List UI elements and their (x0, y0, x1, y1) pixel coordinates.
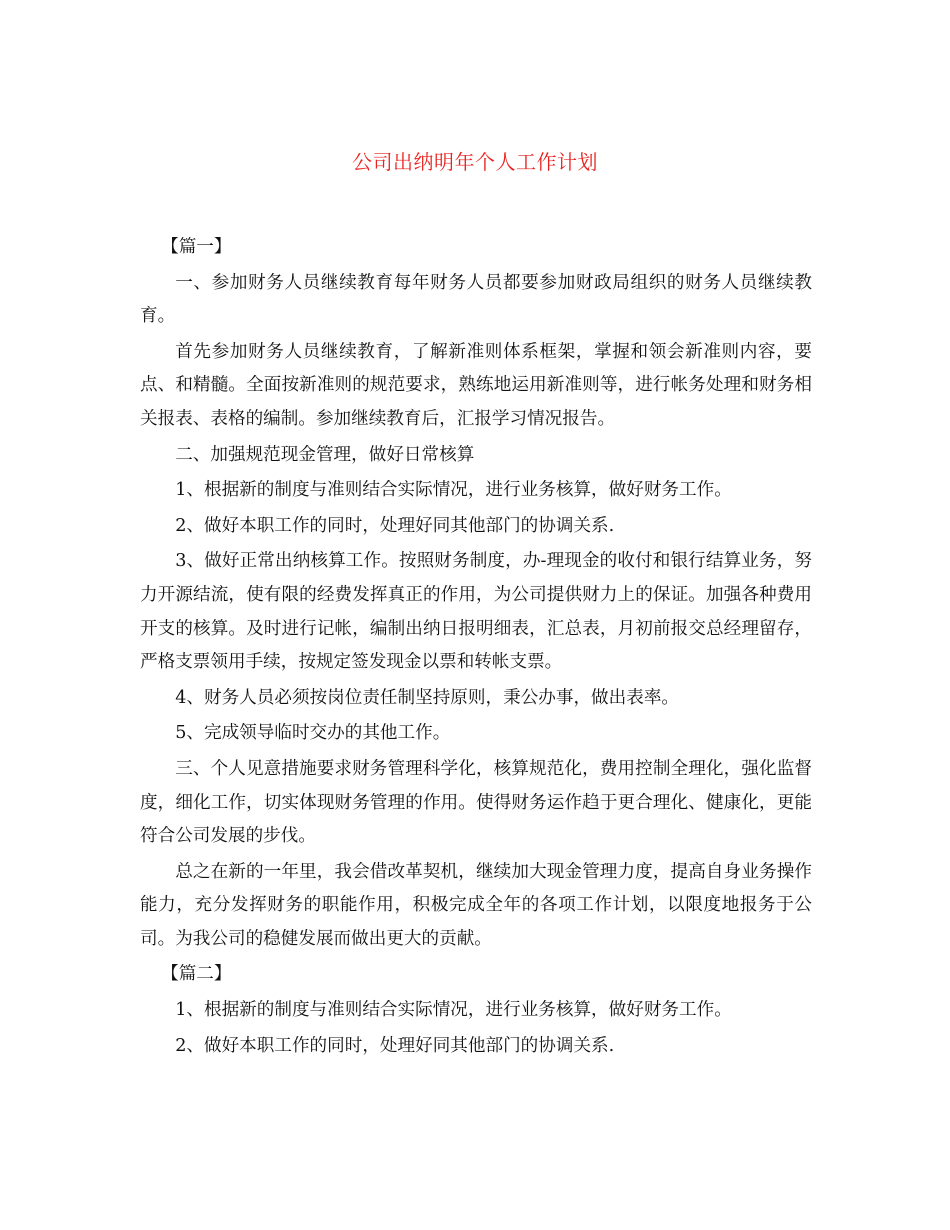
section-heading: 【篇二】 (161, 964, 232, 985)
paragraph: 二、加强规范现金管理，做好日常核算 (175, 444, 475, 465)
paragraph: 1、根据新的制度与准则结合实际情况，进行业务核算，做好财务工作。 (175, 480, 732, 501)
paragraph: 2、做好本职工作的同时，处理好同其他部门的协调关系. (175, 1035, 615, 1056)
paragraph: 一、参加财务人员继续教育每年财务人员都要参加财政局组织的财务人员继续教育。 (140, 272, 812, 327)
paragraph: 2、做好本职工作的同时，处理好同其他部门的协调关系. (175, 515, 615, 536)
section-heading: 【篇一】 (161, 237, 232, 257)
paragraph: 1、根据新的制度与准则结合实际情况，进行业务核算，做好财务工作。 (175, 1000, 732, 1021)
document-body (140, 231, 812, 1065)
document-title: 公司出纳明年个人工作计划 (352, 150, 598, 174)
paragraph: 三、个人见意措施要求财务管理科学化，核算规范化，费用控制全理化，强化监督度，细化工作，切实体现财务管理的作用。使得财务运作趋于更合理化、健康化，更能符合公司发展的步伐。 (140, 758, 812, 847)
paragraph: 总之在新的一年里，我会借改革契机，继续加大现金管理力度，提高自身业务操作能力，充分发挥财务的职能作用，积极完成全年的各项工作计划，以限度地报务于公司。为我公司的稳健发展而做出更大的贡献。 (140, 861, 812, 949)
paragraph: 5、完成领导临时交办的其他工作。 (175, 723, 451, 744)
paragraph: 4、财务人员必须按岗位责任制坚持原则，秉公办事，做出表率。 (175, 687, 680, 708)
paragraph: 首先参加财务人员继续教育，了解新准则体系框架，掌握和领会新准则内容，要点、和精髓。全面按新准则的规范要求，熟练地运用新准则等，进行帐务处理和财务相关报表、表格的编制。参加继续教育后，汇报学习情况报告。 (140, 341, 812, 429)
paragraph: 3、做好正常出纳核算工作。按照财务制度，办-理现金的收付和银行结算业务，努力开源结流，使有限的经费发挥真正的作用，为公司提供财力上的保证。加强各种费用开支的核算。及时进行记帐，编制出纳日报明细表，汇总表，月初前报交总经理留存，严格支票领用手续，按规定签发现金以票和转帐支票。 (140, 551, 812, 673)
